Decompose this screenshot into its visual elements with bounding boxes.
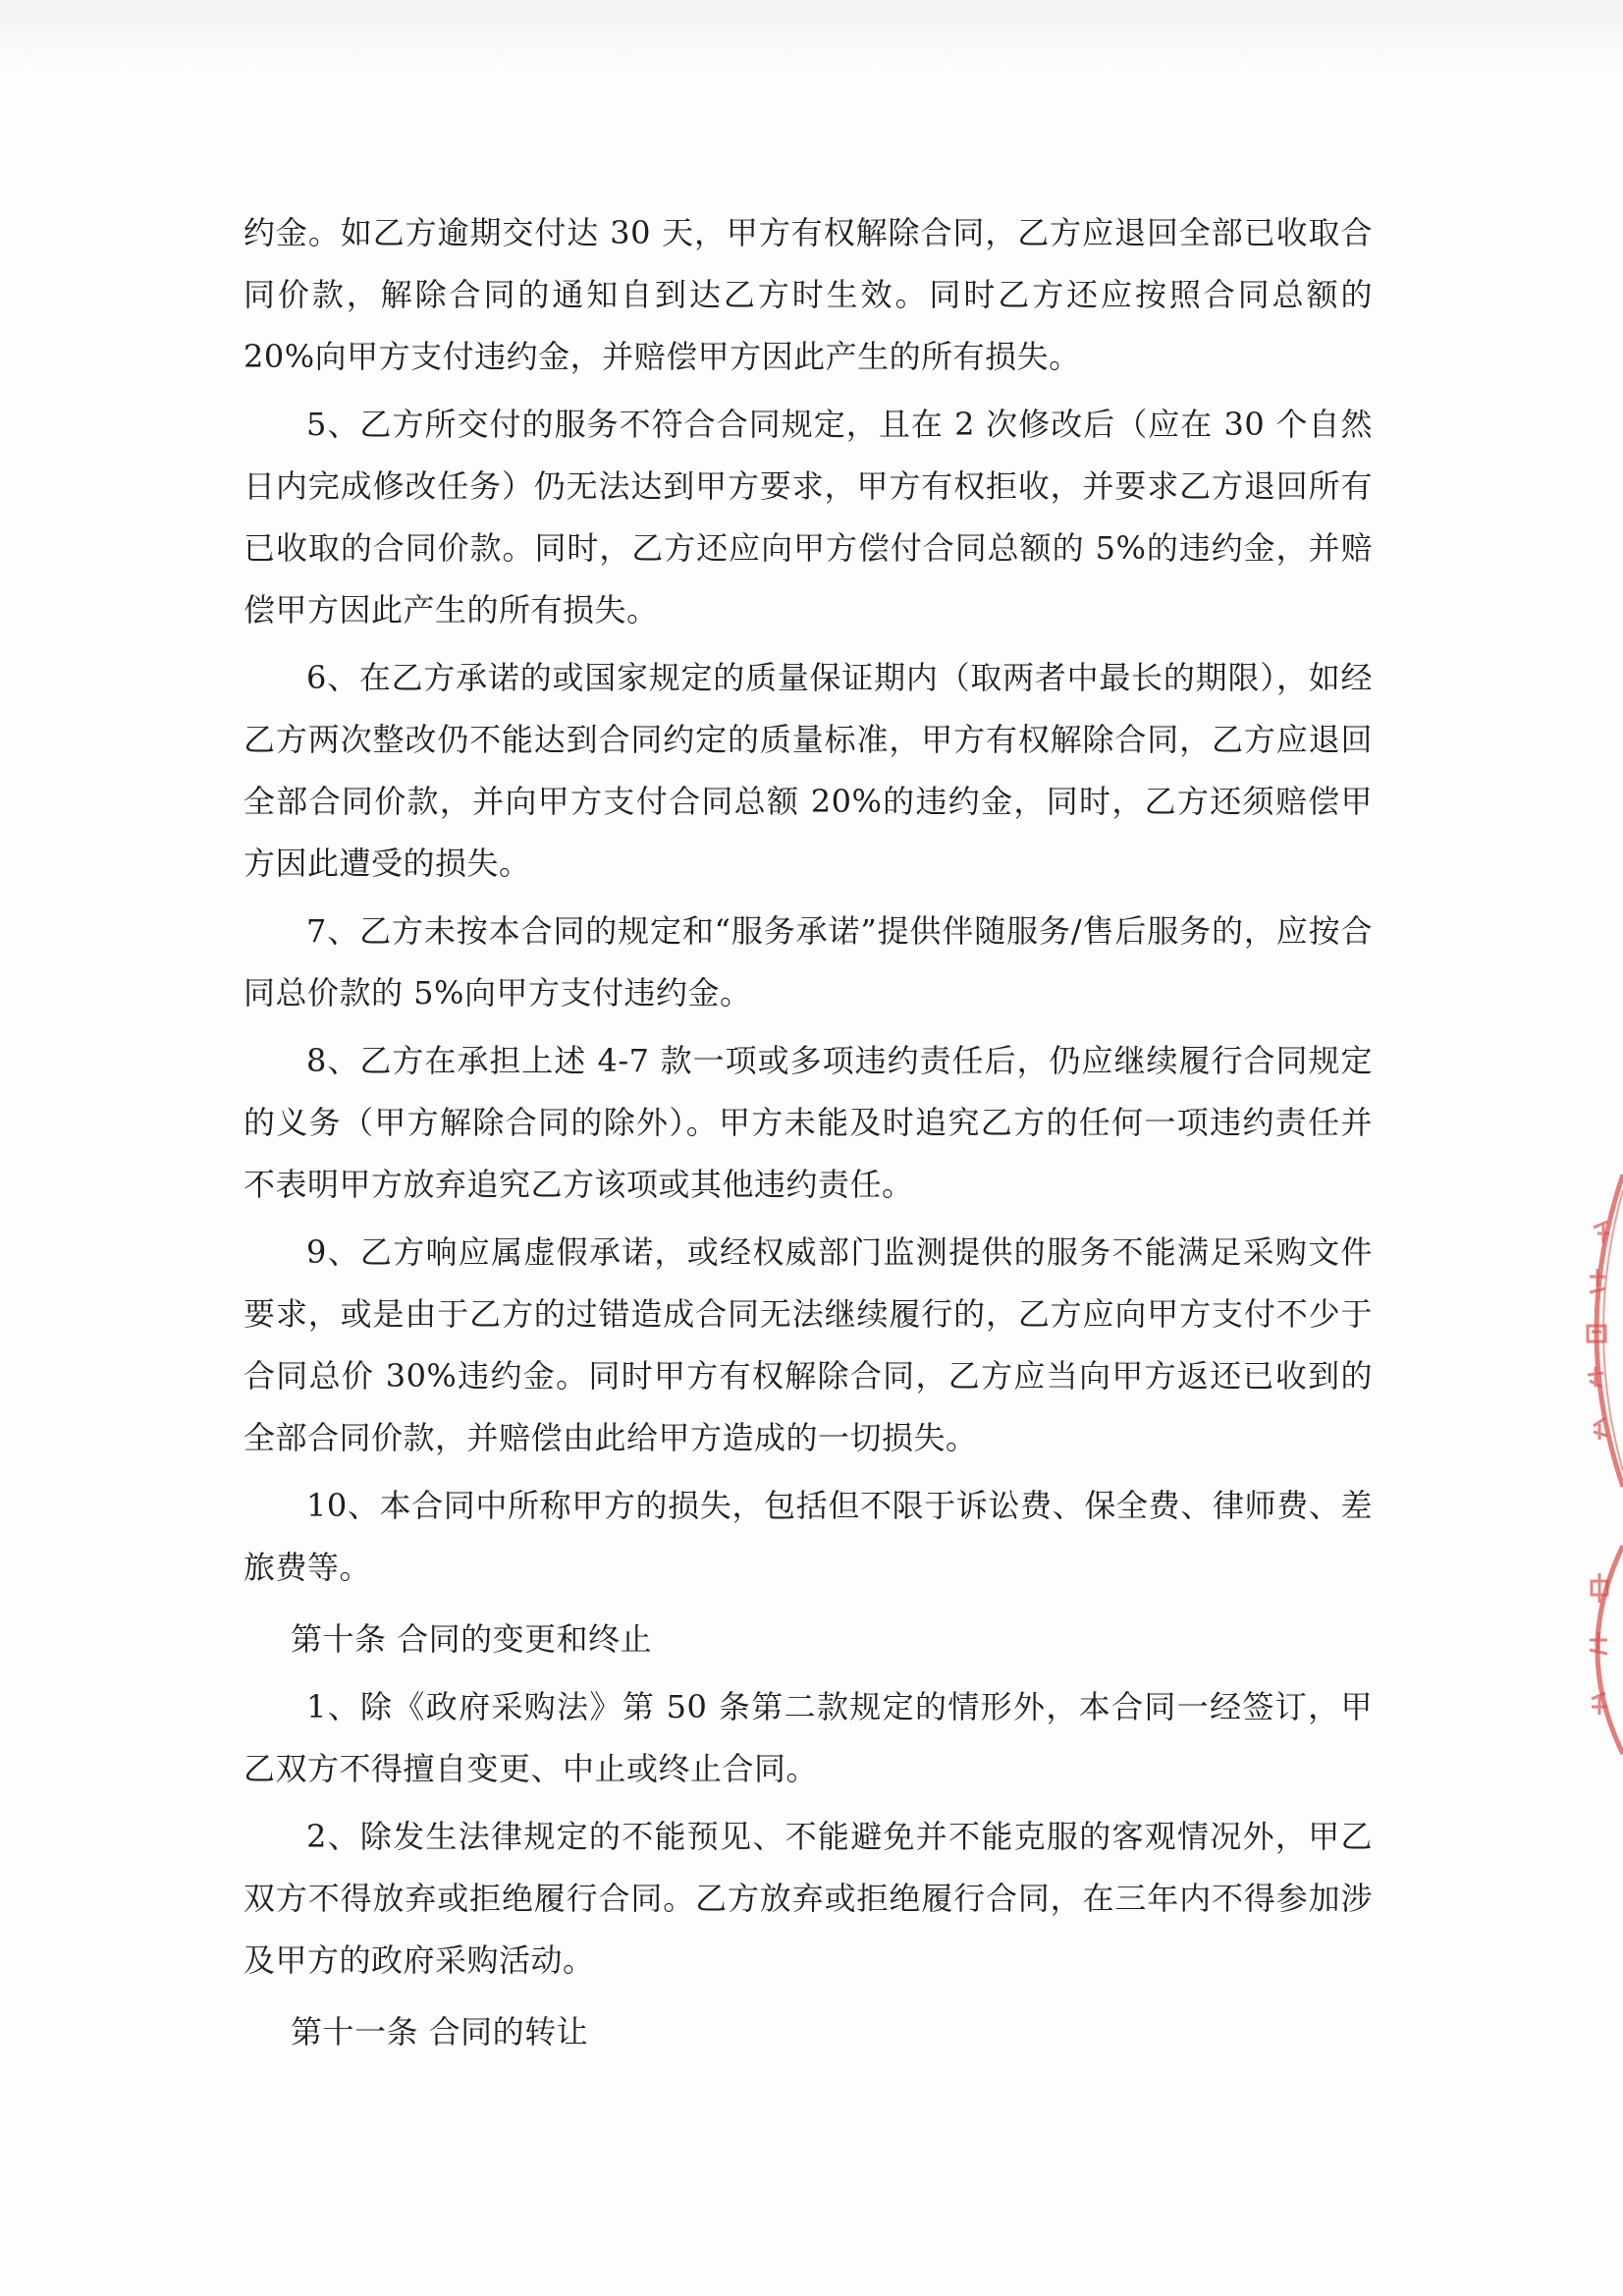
clause-item-10-2: 2、除发生法律规定的不能预见、不能避免并不能克服的客观情况外，甲乙双方不得放弃或拒绝履行合同。乙方放弃或拒绝履行合同，在三年内不得参加涉及甲方的政府采购活动。 [243,1818,1373,1979]
seal-stamp-fragment-lower [1564,1542,1623,1758]
paragraph-continuation: 约金。如乙方逾期交付达 30 天，甲方有权解除合同，乙方应退回全部已收取合同价款，解除合同的通知自到达乙方时生效。同时乙方还应按照合同总额的 20%向甲方支付违约金，并赔偿甲方因此产生的所有损失。 [243,214,1373,375]
scan-shadow [0,0,1623,69]
clause-item-10-1: 1、除《政府采购法》第 50 条第二款规定的情形外，本合同一经签订，甲乙双方不得擅自变更、中止或终止合同。 [243,1688,1373,1787]
clause-item-5: 5、乙方所交付的服务不符合合同规定，且在 2 次修改后（应在 30 个自然日内完成修改任务）仍无法达到甲方要求，甲方有权拒收，并要求乙方退回所有已收取的合同价款。同时，乙方还应向甲方偿付合同总额的 5%的违约金，并赔偿甲方因此产生的所有损失。 [243,406,1373,629]
contract-text [243,202,1373,2063]
article-heading-10: 第十条 合同的变更和终止 [291,1620,653,1658]
clause-item-9: 9、乙方响应属虚假承诺，或经权威部门监测提供的服务不能满足采购文件要求，或是由于乙方的过错造成合同无法继续履行的，乙方应向甲方支付不少于合同总价 30%违约金。同时甲方有权解除合同，乙方应当向甲方返还已收到的全部合同价款，并赔偿由此给甲方造成的一切损失。 [243,1233,1373,1456]
seal-stamp-fragment-upper [1564,1169,1623,1493]
clause-item-6: 6、在乙方承诺的或国家规定的质量保证期内（取两者中最长的期限），如经乙方两次整改仍不能达到合同约定的质量标准，甲方有权解除合同，乙方应退回全部合同价款，并向甲方支付合同总额 20%的违约金，同时，乙方还须赔偿甲方因此遭受的损失。 [243,659,1373,882]
article-heading-11: 第十一条 合同的转让 [291,2013,589,2050]
clause-item-10: 10、本合同中所称甲方的损失，包括但不限于诉讼费、保全费、律师费、差旅费等。 [243,1487,1373,1586]
clause-item-8: 8、乙方在承担上述 4-7 款一项或多项违约责任后，仍应继续履行合同规定的义务（甲方解除合同的除外）。甲方未能及时追究乙方的任何一项违约责任并不表明甲方放弃追究乙方该项或其他违约责任。 [243,1042,1373,1203]
clause-item-7: 7、乙方未按本合同的规定和“服务承诺”提供伴随服务/售后服务的，应按合同总价款的 5%向甲方支付违约金。 [243,912,1373,1011]
